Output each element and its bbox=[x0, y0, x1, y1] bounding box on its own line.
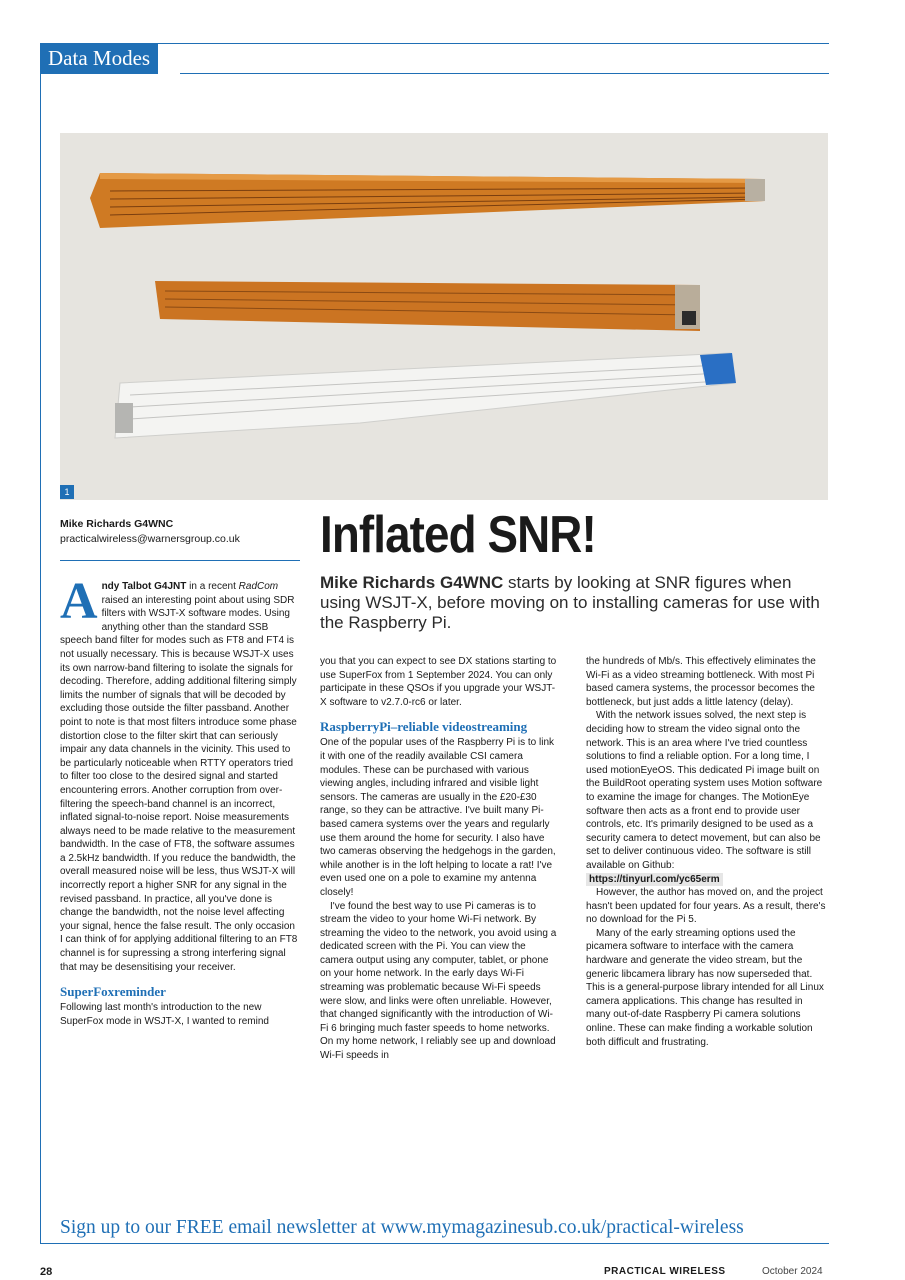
github-link[interactable]: https://tinyurl.com/yc65erm bbox=[586, 873, 723, 887]
section-tab: Data Modes bbox=[40, 43, 158, 74]
header-bottom-rule bbox=[180, 73, 829, 74]
pi-paragraph-5: Many of the early streaming options used the picamera software to interface with the camera hardware and generate the video stream, but the generic libcamera library has now superseded that. This is a general-purpose library intended for all Linux camera applications. This change has resulted in many out-of-date Raspberry Pi camera solutions online. These can make finding a workable solution both difficult and frustrating. bbox=[586, 927, 824, 1048]
drop-cap: A bbox=[60, 573, 98, 630]
pi-paragraph-3: With the network issues solved, the next step is deciding how to stream the video signal onto the network. This is an area where I've tried countless solutions to find a reliable option. For a long time, I used motionEyeOS. This dedicated Pi image built on the BuildRoot operating system uses Motion software to examine the image for changes. The MotionEye software then acts as a front end to provide user controls, etc. It's primarily designed to be used as a security camera to detect movement, but can also be set to deliver continuous video. The software is still available on Github: bbox=[586, 710, 823, 871]
column-3 bbox=[586, 655, 826, 1049]
pi-paragraph-4: However, the author has moved on, and the project hasn't been updated for four years. As a result, there's no download for the Pi 5. bbox=[586, 887, 826, 926]
author-email[interactable]: practicalwireless@warnersgroup.co.uk bbox=[60, 533, 240, 545]
ribbon-cables-photo bbox=[60, 133, 828, 500]
newsletter-promo[interactable]: Sign up to our FREE email newsletter at www.mymagazinesub.co.uk/practical-wireless bbox=[60, 1217, 744, 1238]
column-1 bbox=[60, 573, 300, 1028]
superfox-paragraph: Following last month's introduction to the new SuperFox mode in WSJT-X, I wanted to remind bbox=[60, 1002, 269, 1027]
subhead-raspberry-pi: RaspberryPi–reliable videostreaming bbox=[320, 719, 528, 735]
standfirst-author: Mike Richards G4WNC bbox=[320, 573, 504, 592]
article-standfirst bbox=[320, 573, 820, 633]
article-headline: Inflated SNR! bbox=[320, 506, 596, 564]
pi-paragraph-1: One of the popular uses of the Raspberry Pi is to link it with one of the readily available CSI camera modules. These can be purchased with various viewing angles, including infrared and visible light sensors. The cameras are usually in the £20-£30 range, so they can be attractive. I've built many Pi-based camera systems over the years and regularly use them around the home for security. I also have two cameras observing the hedgehogs in the garden, while another is in the loft helping to locate a rat! I've even used one on a pole to examine my antenna closely! bbox=[320, 737, 556, 898]
pi-paragraph-2: I've found the best way to use Pi cameras is to stream the video to your home Wi-Fi network. By streaming the video to the network, you avoid using a dedicated screen with the Pi. You can view the camera output using any computer, tablet, or phone on your home network. In the early days Wi-Fi streaming was problematic because Wi-Fi speeds were slow, and links were often unreliable. However, that changed significantly with the introduction of Wi-Fi 6 bringing much faster speeds to home networks. On my home network, I reliably see up and download Wi-Fi speeds in bbox=[320, 900, 557, 1062]
footer-rule bbox=[40, 1243, 829, 1244]
pi-paragraph-2-cont: the hundreds of Mb/s. This effectively eliminates the Wi-Fi as a video streaming bottleneck. With most Pi based camera systems, the processor becomes the bottleneck, but just adds a little latency (delay). bbox=[586, 656, 816, 708]
page-number: 28 bbox=[40, 1266, 53, 1278]
issue-date: October 2024 bbox=[762, 1266, 823, 1277]
magazine-title: PRACTICAL WIRELESS bbox=[604, 1266, 726, 1277]
subhead-superfox: SuperFoxreminder bbox=[60, 984, 166, 1000]
author-rule bbox=[60, 560, 300, 561]
author-name: Mike Richards G4WNC bbox=[60, 518, 174, 530]
lead-name: ndy Talbot G4JNT bbox=[101, 581, 187, 592]
figure-number-badge: 1 bbox=[60, 485, 74, 499]
column-2 bbox=[320, 655, 560, 1063]
superfox-paragraph-cont: you that you can expect to see DX stations starting to use SuperFox from 1 September 2024. You can only participate in these QSOs if you upgrade your WSJT-X software to v2.7.0-rc6 or later. bbox=[320, 656, 557, 708]
header-top-rule bbox=[40, 43, 829, 44]
radcom-title: RadCom bbox=[238, 581, 279, 592]
left-border-rule bbox=[40, 43, 41, 1243]
lead-paragraph: Andy Talbot G4JNT in a recent RadCom raised an interesting point about using SDR filters with WSJT-X software modes. Using anything other than the standard SSB speech band filter for modes such as FT8 and FT4 is not usually necessary. This is because WSJT-X uses its own narrow-band filtering to isolate the signals for decoding. Therefore, adding additional filtering simply limits the number of signals that will be decoded by excluding those outside the filter passband. Another point to note is that most filters introduce some phase distortion close to the filter skirt that can seriously impair any data channels in the vicinity. This used to be particularly noticeable when RTTY operators tried to filter too close to the desired signal and started encountering errors. Another corruption from over-filtering the speech-band channel is an incorrect, inflated signal-to-noise report. Noise measurements always need to be made relative to the measurement bandwidth. In the case of FT8, the software assumes a 2.5kHz bandwidth. If you reduce the bandwidth, the overall measured noise will be less, thus WSJT-X will incorrectly report a higher SNR for any signal in the revised passband. In practice, all you've done is change the bandwidth, not the noise level affecting your signal, hence the false result. The only occasion I can think of for applying additional filtering to an FT8 channel is for supressing a strong interfering signal that may be desensitising your receiver. bbox=[60, 573, 298, 973]
standfirst-text: starts by looking at SNR figures when using WSJT-X, before moving on to installing cameras for use with the Raspberry Pi. bbox=[320, 573, 820, 632]
author-byline bbox=[60, 517, 300, 547]
